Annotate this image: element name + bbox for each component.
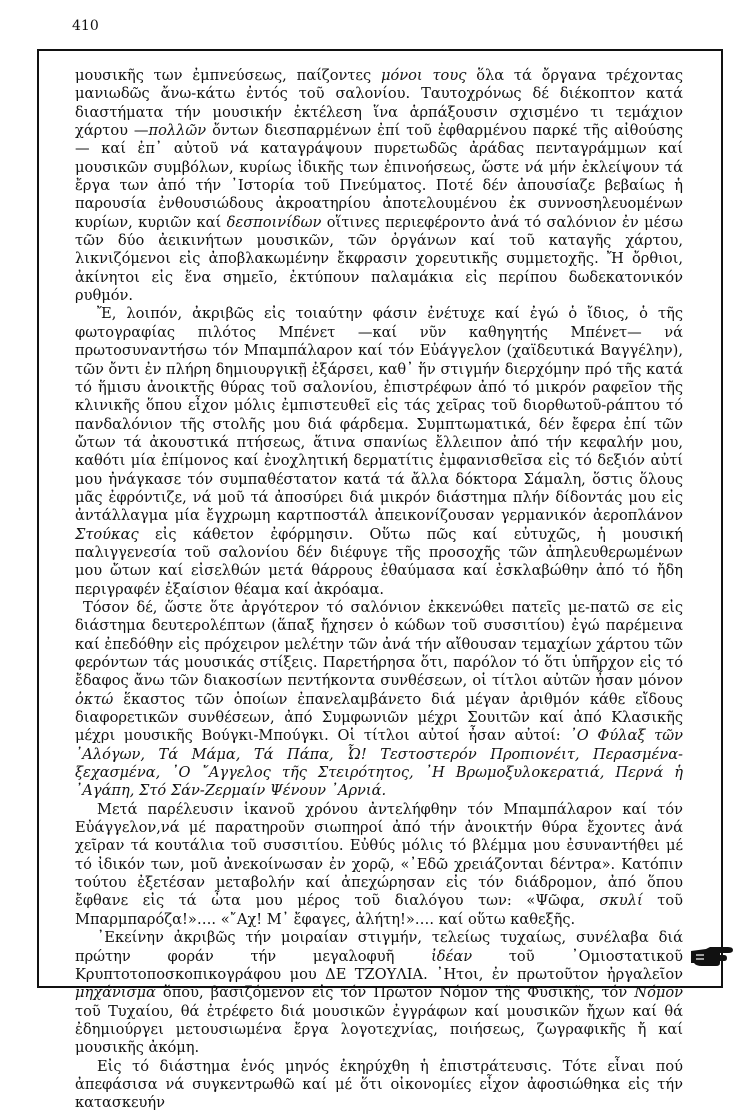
paragraph: [75, 599, 683, 801]
page-number: 410: [72, 18, 99, 34]
paragraph: [75, 67, 683, 305]
text-run: ὄντων διεσπαρμένων ἐπί τοῦ ἐφθαρμένου παρκέ τῆς αἰθούσης— καί ἐπ᾽ αὐτοῦ νά καταγράψουν πυρετωδῶς ἀράδας πενταγράμμων καί μουσικῶν συμβόλων, κυρίως ἰδικῆς των ἐπινοήσεως, ὥστε νά μήν ἐκλείψουν τά ἔργα των ἀπό τήν ᾽Ιστορία τοῦ Πνεύματος. Ποτέ δέν ἀπουσίαζε βεβαίως ἡ παρουσία ἐνθουσιώδους ἀκροατηρίου ἀποτελουμένου ἐκ συννοσηλευομένων κυρίων, κυριῶν καί: [75, 122, 683, 231]
text-run: Μετά παρέλευσιν ἱκανοῦ χρόνου ἀντελήφθην τόν Μπαμπάλαρον καί τόν Εὐάγγελον,νά μέ παρατηροῦν σιωπηροί ἀπό τήν ἀνοικτήν θύρα ἔχοντες ἀνά χεῖραν τά κουτάλια τοῦ συσσιτίου. Εὐθύς μόλις τό βλέμμα μου ἐσυναντήθει μέ τό ἰδικόν των, μοῦ ἀνεκοίνωσαν ἐν χορῷ, «᾽Εδῶ χρειάζονται δέντρα». Κατόπιν τούτου ἐξετέσαν μεταβολήν καί ἀπεχώρησαν εἰς τόν διάδρομον, ἀπό ὅπου ἔφθανε εἰς τά ὦτα μου μέρος τοῦ διαλόγου των: «Ψῶφα,: [75, 800, 683, 910]
text-run: οἵτινες περιεφέροντο ἀνά τό σαλόνιον ἐν μέσω τῶν δύο ἀεικινήτων μουσικῶν, τῶν ὀργάνων καί τοῦ καταγῆς χάρτου, λικνιζόμενοι εἰς ἀποβλακωμένην ἔκφρασιν χορευτικῆς συμμετοχῆς. Ἤ ὄρθιοι, ἀκίνητοι εἰς ἕνα σημεῖο, ἐκτύπουν παλαμάκια εἰς περίπου δωδεκατονικόν ρυθμόν.: [75, 213, 683, 305]
text-run: Εἰς τό διάστημα ἑνός μηνός ἐκηρύχθη ἡ ἐπιστράτευσις. Τότε εἶναι πού ἀπεφάσισα νά συγκεντρωθῶ καί μέ ὅτι οἰκονομίες εἶχον ἀφοσιώθηκα εἰς τήν κατασκευήν: [75, 1057, 683, 1112]
text-run: τοῦ Μπαρμπαρόζα!»…. «῎Αχ! Μ᾽ ἔφαγες, ἀλήτη!»…. καί οὕτω καθεξῆς.: [75, 892, 683, 928]
text-run: ὅλα τά ὄργανα τρέχοντας μανιωδῶς ἄνω-κάτω ἐντός τοῦ σαλονίου. Ταυτοχρόνως δέ διέκοπτον κατά διαστήματα τήν μουσικήν ἐκτέλεση ἵνα ἁρπάξουσιν σχισμένο τι τεμάχιον χάρτου —: [75, 67, 683, 140]
text-run: Τόσον δέ, ὥστε ὅτε ἀργότερον τό σαλόνιον ἐκκενώθει πατεῖς με-πατῶ σε εἰς διάστημα δευτερολέπτων (ἅπαξ ἤχησεν ὁ κώδων τοῦ συσσιτίου) ἐγώ παρέμεινα καί ἐπεδόθην εἰς πρόχειρον μελέτην τῶν ἀνά τήν αἴθουσαν τεμαχίων χάρτου τῶν φερόντων τάς μουσικάς στίξεις. Παρετήρησα ὅτι, παρόλον τό ὅτι ὑπῆρχον εἰς τό ἔδαφος ἄνω τῶν διακοσίων πεντήκοντα συνθέσεων, οἱ τίτλοι αὐτῶν ἦσαν μόνον: [75, 598, 683, 690]
italic-text: μηχάνισμα: [75, 984, 156, 1002]
paragraph: [75, 801, 683, 929]
italic-text: μόνοι τους: [381, 67, 467, 84]
paragraph: [75, 305, 683, 599]
text-run: εἰς κάθετον ἐφόρμησιν. Οὕτω πῶς καί εὐτυχῶς, ἡ μουσική παλιγγενεσία τοῦ σαλονίου δέν διέφυγε τῆς προσοχῆς τῶν ἀπηλευθερωμένων μου ὤτων καί εἰσελθών μετά θάρρους ἐθαύμασα καί ἐσκλαβώθην ἀπό τό ἤδη περιγραφέν ἐξαίσιον θέαμα καί ἀκρόαμα.: [75, 525, 683, 598]
body-text: [75, 67, 683, 1113]
paragraph: [75, 1058, 683, 1113]
text-run: ὅπου, βασιζόμενον εἰς τόν Πρῶτον Νόμον τῆς Φυσικῆς, τόν: [155, 984, 635, 1002]
italic-text: δεσποινίδων: [226, 213, 322, 231]
italic-text: Νόμον: [634, 984, 683, 1002]
text-run: τοῦ ᾽Ομιοστατικοῦ Κρυπτοτοποσκοπικογράφου μου ΔΕ ΤΖΟΥΛΙΑ. ᾽Ητοι, ἐν πρωτοῦτον ἠργαλεῖον: [75, 947, 683, 983]
italic-text: ἰδέαν: [431, 947, 473, 965]
italic-text: ὀκτώ: [75, 690, 114, 708]
text-run: Ἔ, λοιπόν, ἀκριβῶς εἰς τοιαύτην φάσιν ἐνέτυχε καί ἐγώ ὁ ἴδιος, ὁ τῆς φωτογραφίας πιλότος Μπένετ —καί νῦν καθηγητής Μπένετ— νά πρωτοσυναντήσω τόν Μπαμπάλαρον καί τόν Εὐάγγελον (χαϊδευτικά Βαγγέλην), τῶν ὄντι ἐν πλήρη δημιουργικῇ ἐξάρσει, καθ᾽ ἥν στιγμήν διερχόμην πρό τῆς κατά τό ἥμισυ ἀνοικτῆς θύρας τοῦ σαλονίου, ἐπιστρέφων ἀπό τό μικρόν ραφεῖον τῆς κλινικῆς ὅπου εἶχον μόλις ἐμπιστευθεῖ εἰς τάς χεῖρας τοῦ διορθωτοῦ-ράπτου τό πανδαλόνιον τῆς στολῆς μου διά φάρδεμα. Συμπτωματικά, δέν ἔφερα ἐπί τῶν ὤτων τά ἀκουστικά πτήσεως, ἅτινα σπανίως ἔλλειπον ἀπό τήν κεφαλήν μου, καθότι μία ἐπίμονος καί ἐνοχλητική δερματίτις ἐμφανισθεῖσα εἰς τό δεξιόν αὐτί μου ἠνάγκασε τόν συμπαθέστατον κατά τά ἄλλα δόκτορα Σάμαλη, ὅστις ὅλους μᾶς ἐφρόντιζε, νά μοῦ τά ἀποσύρει διά μικρόν διάστημα πλήν δίδοντάς μου εἰς ἀντάλλαγμα μία ἔγχρωμη καρτποστάλ ἀπεικονίζουσαν γερμανικόν ἀεροπλάνον: [75, 305, 683, 525]
italic-text: πολλῶν: [148, 122, 207, 140]
italic-text: σκυλί: [599, 892, 643, 910]
text-run: τοῦ Τυχαίου, θά ἐτρέφετο διά μουσικῶν ἐγγράφων καί μουσικῶν ἤχων καί θά ἐδημιούργει μετουσιωμένα ἔργα λογοτεχνίας, ποιήσεως, ζωγραφικῆς ἤ καί μουσικῆς ἀκόμη.: [75, 1002, 683, 1057]
text-run: ἕκαστος τῶν ὁποίων ἐπανελαμβάνετο διά μέγαν ἀριθμόν κάθε εἴδους διαφορετικῶν συνθέσεων, ἀπό Συμφωνιῶν μέχρι Σουιτῶν καί ἀπό Κλασικῆς μέχρι μουσικῆς Βούγκι-Μπούγκι. Οἱ τίτλοι αὐτοί ἦσαν αὐτοί:: [75, 690, 683, 745]
pointing-hand-icon: [690, 945, 734, 967]
text-run: ᾽Εκείνην ἀκριβῶς τήν μοιραίαν στιγμήν, τελείως τυχαίως, συνέλαβα διά πρώτην φοράν τήν μεγαλοφυῆ: [75, 929, 683, 965]
italic-text: ᾽Ο Φύλαξ τῶν ᾽Αλόγων, Τά Μάμα, Τά Πάπα, Ὦ! Τεστοστερόν Προπιονέιτ, Περασμένα-ξεχασμένα, ᾽Ο ῎Αγγελος τῆς Στειρότητος, ᾽Η Βρωμοξυλοκερατιά, Περνά ἡ ᾽Αγάπη, Στό Σάν-Ζερμαίν Ψένουν ᾽Αρνιά.: [75, 727, 683, 800]
text-run: μουσικῆς των ἐμπνεύσεως, παίζοντες: [75, 67, 381, 84]
paragraph: [75, 929, 683, 1057]
italic-text: Στούκας: [75, 525, 139, 543]
